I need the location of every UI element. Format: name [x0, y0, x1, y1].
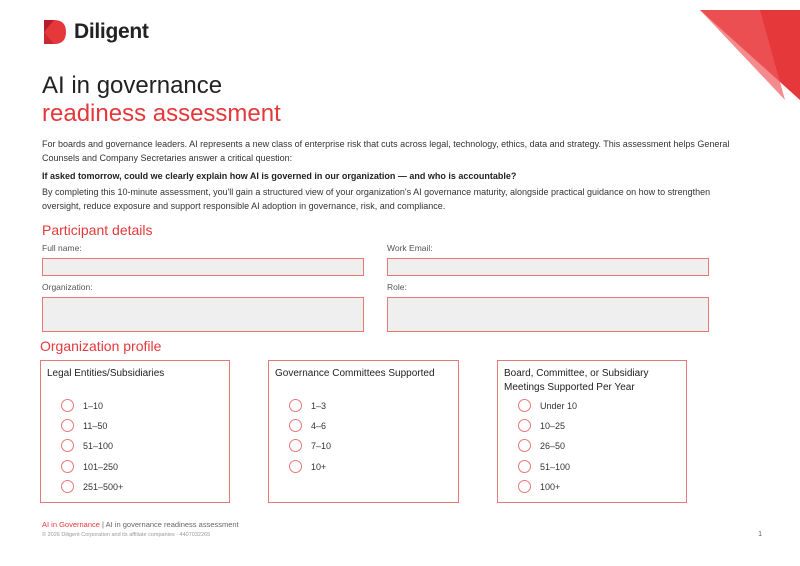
full-name-field[interactable] [42, 258, 364, 276]
option-label: 101–250 [83, 461, 119, 472]
option-label: 7–10 [311, 440, 332, 451]
committees-title: Governance Committees Supported [275, 368, 435, 379]
option-label: 251–500+ [83, 481, 124, 492]
diligent-logo [42, 18, 149, 46]
meetings-option[interactable] [518, 419, 565, 432]
option-label: 26–50 [540, 440, 566, 451]
committees-option[interactable] [289, 460, 326, 473]
work-email-field[interactable] [387, 258, 709, 276]
meetings-option[interactable] [518, 399, 577, 412]
page-title-line1: AI in governance [42, 72, 223, 99]
brand-name: Diligent [74, 20, 149, 43]
meetings-title-line2: Meetings Supported Per Year [504, 382, 635, 393]
meetings-title [504, 367, 649, 395]
radio-button[interactable] [518, 460, 531, 473]
option-label: 10–25 [540, 420, 566, 431]
option-label: Under 10 [540, 400, 578, 411]
radio-button[interactable] [61, 399, 74, 412]
option-label: 51–100 [540, 461, 571, 472]
radio-button[interactable] [518, 419, 531, 432]
committees-option[interactable] [289, 399, 326, 412]
footer-line [42, 520, 239, 529]
page-number: 1 [758, 531, 762, 538]
radio-button[interactable] [61, 419, 74, 432]
participant-heading: Participant details [42, 222, 153, 238]
option-label: 10+ [311, 461, 327, 472]
legal-option[interactable] [61, 399, 103, 412]
radio-button[interactable] [61, 439, 74, 452]
radio-button[interactable] [289, 439, 302, 452]
footer-separator: | [102, 520, 104, 529]
radio-button[interactable] [289, 399, 302, 412]
organization-label: Organization: [42, 282, 93, 292]
legal-option[interactable] [61, 480, 123, 493]
full-name-label: Full name: [42, 243, 82, 253]
footer-section: AI in Governance [42, 520, 100, 529]
legal-entities-title: Legal Entities/Subsidiaries [47, 368, 165, 379]
meetings-option[interactable] [518, 460, 570, 473]
option-label: 11–50 [83, 420, 108, 431]
radio-button[interactable] [61, 480, 74, 493]
meetings-option[interactable] [518, 439, 565, 452]
page-title-line2: readiness assessment [42, 100, 281, 127]
diligent-logo-icon [42, 18, 68, 46]
option-label: 51–100 [83, 440, 114, 451]
option-label: 1–10 [83, 400, 104, 411]
committees-box [268, 360, 459, 503]
role-label: Role: [387, 282, 407, 292]
legal-entities-box [40, 360, 230, 503]
radio-button[interactable] [518, 399, 531, 412]
committees-option[interactable] [289, 419, 326, 432]
assessment-description: By completing this 10-minute assessment, you'll gain a structured view of your organization's AI governance maturity, alongside practical guidance on how to strengthen oversight, reduce exposure and support responsible AI adoption in governance, risk, and compliance. [42, 187, 711, 211]
footer-copyright: © 2026 Diligent Corporation and its affiliate companies · 4407032265 [42, 532, 211, 538]
committees-option[interactable] [289, 439, 331, 452]
meetings-title-line1: Board, Committee, or Subsidiary [504, 368, 649, 379]
meetings-option[interactable] [518, 480, 560, 493]
radio-button[interactable] [518, 480, 531, 493]
legal-option[interactable] [61, 419, 107, 432]
work-email-label: Work Email: [387, 243, 433, 253]
radio-button[interactable] [289, 419, 302, 432]
option-label: 4–6 [311, 420, 327, 431]
radio-button[interactable] [289, 460, 302, 473]
legal-option[interactable] [61, 439, 113, 452]
role-field[interactable] [387, 297, 709, 332]
footer-doc-title: AI in governance readiness assessment [105, 520, 239, 529]
legal-option[interactable] [61, 460, 118, 473]
radio-button[interactable] [61, 460, 74, 473]
organization-profile-heading: Organization profile [40, 338, 162, 354]
meetings-box [497, 360, 687, 503]
radio-button[interactable] [518, 439, 531, 452]
intro-paragraph: For boards and governance leaders. AI represents a new class of enterprise risk that cuts across legal, technology, ethics, data and strategy. This assessment helps General Counsels and Company Secretaries answer a critical question: [42, 139, 730, 163]
corner-decoration [700, 0, 800, 100]
option-label: 100+ [540, 481, 561, 492]
option-label: 1–3 [311, 400, 327, 411]
organization-field[interactable] [42, 297, 364, 332]
key-question: If asked tomorrow, could we clearly explain how AI is governed in our organization — and who is accountable? [42, 171, 517, 181]
